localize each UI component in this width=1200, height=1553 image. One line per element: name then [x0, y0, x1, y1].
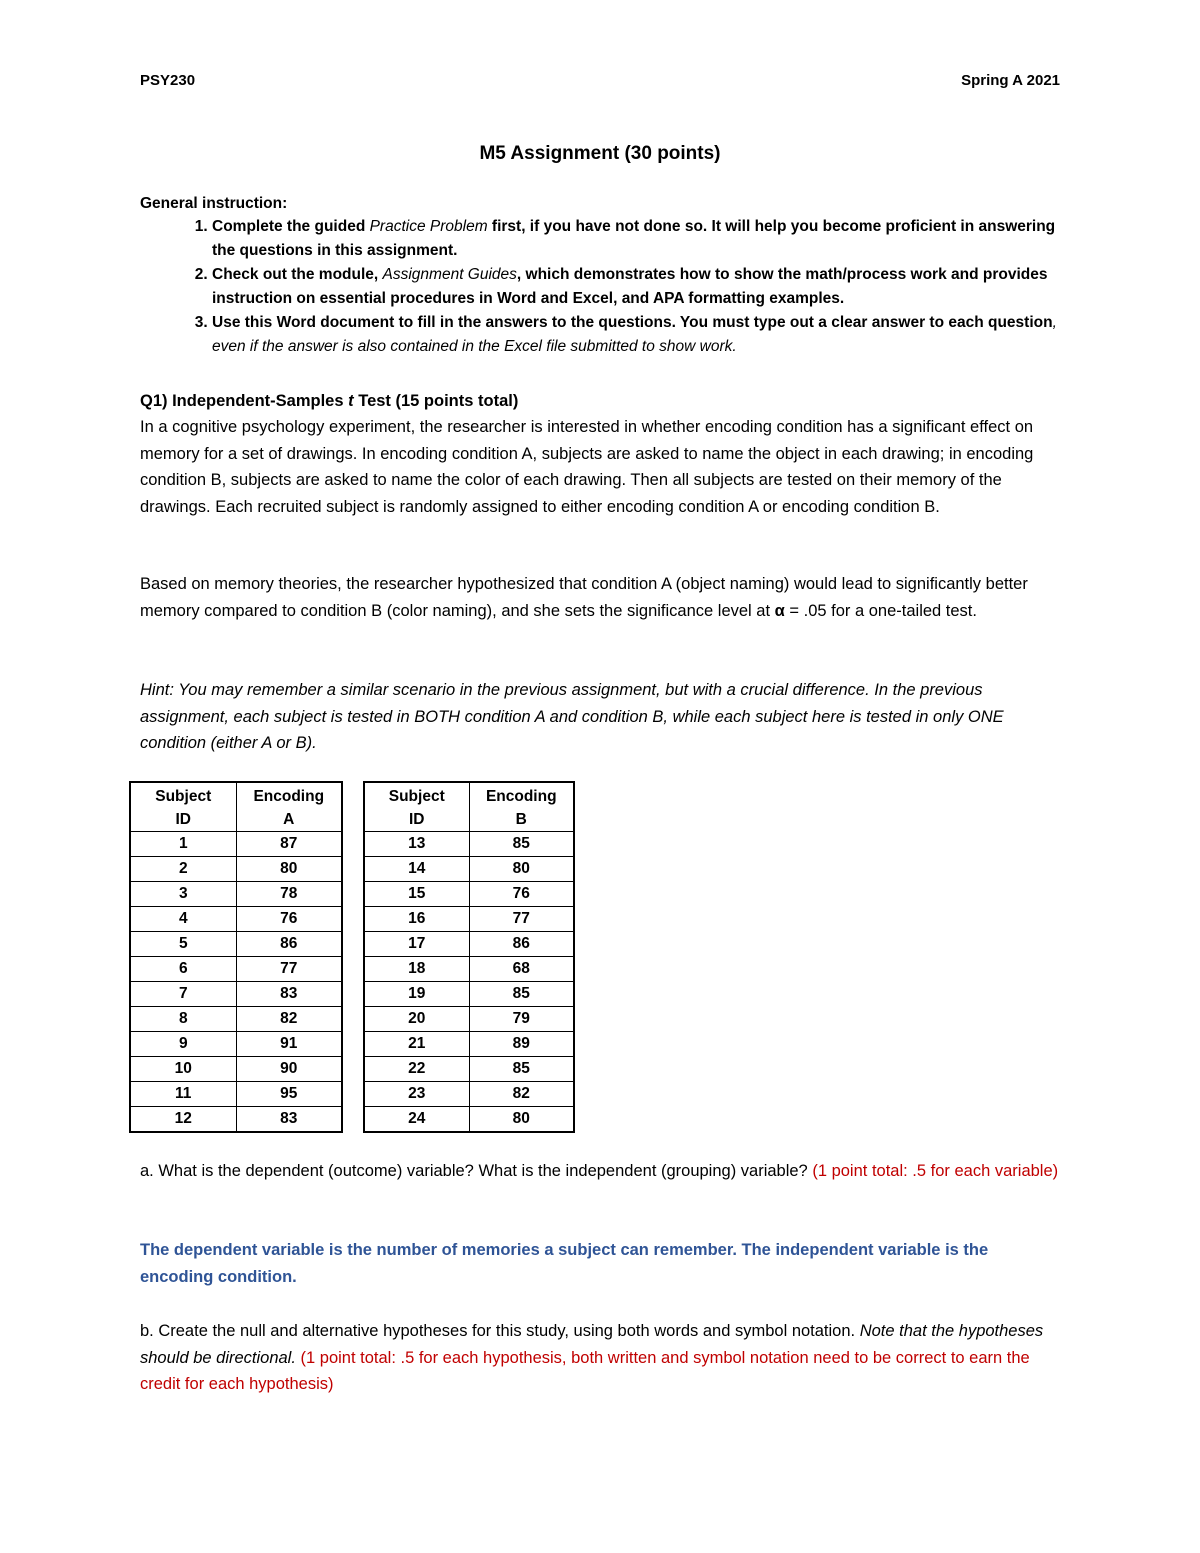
- general-instruction-heading: General instruction:: [140, 195, 288, 212]
- q1-heading-a: Q1) Independent-Samples: [140, 392, 349, 410]
- instruction-2-text-b: Assignment Guides: [382, 266, 517, 283]
- score-cell: 95: [236, 1082, 342, 1107]
- table-row: [364, 932, 574, 957]
- score-cell: 76: [236, 907, 342, 932]
- table-row: [364, 1057, 574, 1082]
- question-b-note: Note that the hypotheses should be directional.: [140, 1322, 1044, 1367]
- encoding-a-header: [236, 782, 342, 832]
- encoding-a-table: [129, 781, 343, 1133]
- score-cell: 89: [469, 1032, 574, 1057]
- table-row: [364, 957, 574, 982]
- question-a-text: a. What is the dependent (outcome) variable? What is the independent (grouping) variable?: [140, 1162, 813, 1180]
- header-line-2: ID: [409, 811, 425, 828]
- question-b: [140, 1318, 1060, 1398]
- score-cell: 85: [469, 832, 574, 857]
- header-line-1: Encoding: [253, 788, 325, 805]
- instruction-2-text-c: , which demonstrates how to show the math/process work and provides instruction on essential procedures in Word and Excel, and APA formatting examples.: [212, 266, 1048, 307]
- subject-id-cell: 16: [364, 907, 469, 932]
- score-cell: 85: [469, 1057, 574, 1082]
- alpha-symbol: α: [774, 601, 785, 620]
- subject-id-cell: 22: [364, 1057, 469, 1082]
- subject-id-cell: 23: [364, 1082, 469, 1107]
- q1-heading-t: t: [348, 392, 354, 410]
- table-row: [364, 1007, 574, 1032]
- score-cell: 83: [236, 1107, 342, 1133]
- table-row: [130, 857, 342, 882]
- header-line-2: A: [283, 811, 295, 828]
- header-line-1: Encoding: [485, 788, 557, 805]
- question-a: [140, 1158, 1060, 1185]
- score-cell: 82: [236, 1007, 342, 1032]
- score-cell: 77: [469, 907, 574, 932]
- subject-id-cell: 2: [130, 857, 236, 882]
- table-row: [130, 957, 342, 982]
- q1-para2-a: Based on memory theories, the researcher hypothesized that condition A (object naming) would lead to significantly better memory compared to condition B (color naming), and she sets the significance level at: [140, 575, 1028, 620]
- page-title: M5 Assignment (30 points): [479, 143, 721, 164]
- subject-id-cell: 18: [364, 957, 469, 982]
- q1-heading-b: Test (15 points total): [353, 392, 519, 410]
- table-row: [364, 882, 574, 907]
- score-cell: 91: [236, 1032, 342, 1057]
- subject-id-cell: 14: [364, 857, 469, 882]
- score-cell: 76: [469, 882, 574, 907]
- table-row: [130, 882, 342, 907]
- table-row: [364, 1082, 574, 1107]
- subject-id-cell: 15: [364, 882, 469, 907]
- table-row: [364, 1107, 574, 1133]
- answer-a[interactable]: The dependent variable is the number of memories a subject can remember. The independent variable is the encoding condition.: [140, 1241, 989, 1286]
- header-line-1: Subject: [388, 788, 445, 805]
- subject-id-cell: 1: [130, 832, 236, 857]
- score-cell: 82: [469, 1082, 574, 1107]
- question-a-points: (1 point total: .5 for each variable): [812, 1162, 1059, 1180]
- instruction-3-text-a: Use this Word document to fill in the answers to the questions. You must type out a clear answer to each question: [212, 314, 1053, 331]
- instruction-2-text-a: Check out the module,: [212, 266, 383, 283]
- question-b-text: b. Create the null and alternative hypotheses for this study, using both words and symbol notation.: [140, 1322, 860, 1340]
- header-line-1: Subject: [155, 788, 212, 805]
- header-line-2: B: [515, 811, 527, 828]
- general-instruction: [140, 195, 1060, 359]
- instruction-item-3: [212, 311, 1060, 359]
- table-row: [130, 1007, 342, 1032]
- subject-id-cell: 19: [364, 982, 469, 1007]
- score-cell: 86: [469, 932, 574, 957]
- instruction-1-text-a: Complete the guided: [212, 218, 370, 235]
- score-cell: 90: [236, 1057, 342, 1082]
- table-row: [130, 1082, 342, 1107]
- subject-id-header: [364, 782, 469, 832]
- table-header-row: [130, 782, 342, 832]
- subject-id-cell: 4: [130, 907, 236, 932]
- subject-id-cell: 11: [130, 1082, 236, 1107]
- score-cell: 83: [236, 982, 342, 1007]
- subject-id-cell: 8: [130, 1007, 236, 1032]
- instruction-list: [140, 215, 1060, 359]
- score-cell: 80: [236, 857, 342, 882]
- instruction-1-text-b: Practice Problem: [369, 218, 488, 235]
- q1-para2-b: = .05 for a one-tailed test.: [784, 601, 977, 620]
- subject-id-cell: 17: [364, 932, 469, 957]
- subject-id-cell: 9: [130, 1032, 236, 1057]
- score-cell: 78: [236, 882, 342, 907]
- subject-id-cell: 24: [364, 1107, 469, 1133]
- subject-id-cell: 5: [130, 932, 236, 957]
- score-cell: 77: [236, 957, 342, 982]
- subject-id-cell: 12: [130, 1107, 236, 1133]
- header-term: Spring A 2021: [961, 72, 1060, 89]
- score-cell: 87: [236, 832, 342, 857]
- subject-id-cell: 10: [130, 1057, 236, 1082]
- table-row: [130, 907, 342, 932]
- table-row: [364, 982, 574, 1007]
- subject-id-cell: 7: [130, 982, 236, 1007]
- score-cell: 80: [469, 857, 574, 882]
- header-line-2: ID: [175, 811, 191, 828]
- table-row: [130, 1032, 342, 1057]
- instruction-1-text-c: first, if you have not done so. It will help you become proficient in answering the questions in this assignment.: [212, 218, 1056, 259]
- score-cell: 79: [469, 1007, 574, 1032]
- table-row: [130, 982, 342, 1007]
- question-b-points: (1 point total: .5 for each hypothesis, both written and symbol notation need to be correct to earn the credit for each hypothesis): [140, 1348, 1030, 1393]
- instruction-item-1: [212, 215, 1060, 263]
- subject-id-cell: 21: [364, 1032, 469, 1057]
- instruction-item-2: [212, 263, 1060, 311]
- score-cell: 85: [469, 982, 574, 1007]
- q1-paragraph-1: In a cognitive psychology experiment, the researcher is interested in whether encoding condition has a significant effect on memory for a set of drawings. In encoding condition A, subjects are asked to name the object in each drawing; in encoding condition B, subjects are asked to name the color of each drawing. Then all subjects are tested on their memory of the drawings. Each recruited subject is randomly assigned to either encoding condition A or encoding condition B.: [140, 418, 1034, 516]
- table-header-row: [364, 782, 574, 832]
- encoding-b-header: [469, 782, 574, 832]
- table-row: [130, 1057, 342, 1082]
- subject-id-cell: 3: [130, 882, 236, 907]
- subject-id-cell: 20: [364, 1007, 469, 1032]
- q1-paragraph-2: [140, 571, 1060, 624]
- table-row: [130, 932, 342, 957]
- instruction-3-text-b: , even if the answer is also contained in the Excel file submitted to show work.: [212, 314, 1057, 355]
- header-course: PSY230: [140, 72, 196, 89]
- table-row: [130, 1107, 342, 1133]
- table-row: [364, 1032, 574, 1057]
- encoding-b-table: [363, 781, 575, 1133]
- score-cell: 80: [469, 1107, 574, 1133]
- subject-id-header: [130, 782, 236, 832]
- q1-hint: Hint: You may remember a similar scenario in the previous assignment, but with a crucial difference. In the previous assignment, each subject is tested in BOTH condition A and condition B, while each subject here is tested in only ONE condition (either A or B).: [140, 681, 1004, 752]
- q1-heading: [140, 388, 1060, 415]
- subject-id-cell: 13: [364, 832, 469, 857]
- score-cell: 86: [236, 932, 342, 957]
- subject-id-cell: 6: [130, 957, 236, 982]
- table-row: [364, 907, 574, 932]
- table-row: [130, 832, 342, 857]
- table-row: [364, 832, 574, 857]
- table-row: [364, 857, 574, 882]
- score-cell: 68: [469, 957, 574, 982]
